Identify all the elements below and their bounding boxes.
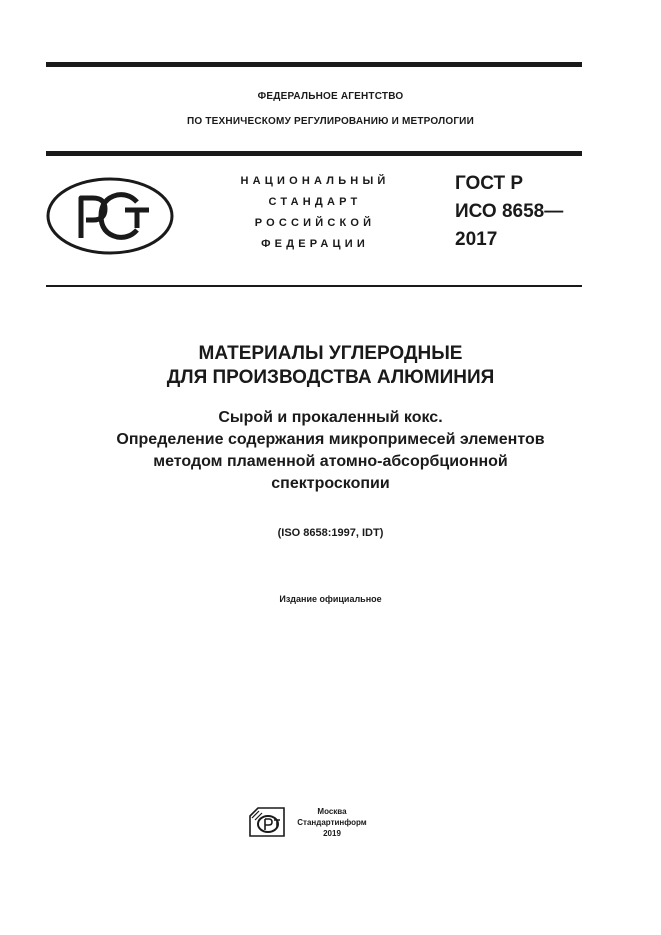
header-rule	[46, 151, 582, 156]
standard-type-line-1: НАЦИОНАЛЬНЫЙ	[240, 175, 390, 187]
subtitle-line-4: спектроскопии	[271, 475, 390, 492]
designation-line-3: 2017	[455, 229, 498, 250]
agency-line-1: ФЕДЕРАЛЬНОЕ АГЕНТСТВО	[257, 91, 404, 102]
standartinform-logo-icon	[248, 806, 286, 838]
standard-block-rule	[46, 285, 582, 287]
publisher-year: 2019	[323, 829, 341, 838]
standard-designation	[455, 170, 595, 254]
title-line-2: ДЛЯ ПРОИЗВОДСТВА АЛЮМИНИЯ	[166, 367, 495, 388]
subtitle-line-2: Определение содержания микропримесей элементов	[116, 431, 545, 448]
standard-type-line-4: ФЕДЕРАЦИИ	[261, 238, 369, 250]
publisher-city: Москва	[317, 807, 347, 816]
subtitle-line-3: методом пламенной атомно-абсорбционной	[153, 453, 508, 470]
document-subtitle	[0, 407, 661, 495]
publisher-name: Стандартинформ	[297, 818, 367, 827]
document-title	[0, 342, 661, 390]
standard-type-line-2: СТАНДАРТ	[268, 196, 362, 208]
title-line-1: МАТЕРИАЛЫ УГЛЕРОДНЫЕ	[198, 343, 463, 364]
rst-certification-logo-icon	[45, 176, 175, 256]
standard-type-line-3: РОССИЙСКОЙ	[254, 217, 376, 229]
top-rule	[46, 62, 582, 67]
publisher-block	[292, 806, 372, 839]
edition-label: Издание официальное	[279, 594, 382, 604]
designation-line-1: ГОСТ Р	[455, 173, 524, 194]
subtitle-line-1: Сырой и прокаленный кокс.	[218, 409, 443, 426]
agency-line-2: ПО ТЕХНИЧЕСКОМУ РЕГУЛИРОВАНИЮ И МЕТРОЛОГИИ	[187, 116, 474, 127]
standard-type	[215, 171, 415, 255]
iso-reference: (ISO 8658:1997, IDT)	[277, 527, 384, 539]
designation-line-2: ИСО 8658—	[455, 201, 564, 222]
